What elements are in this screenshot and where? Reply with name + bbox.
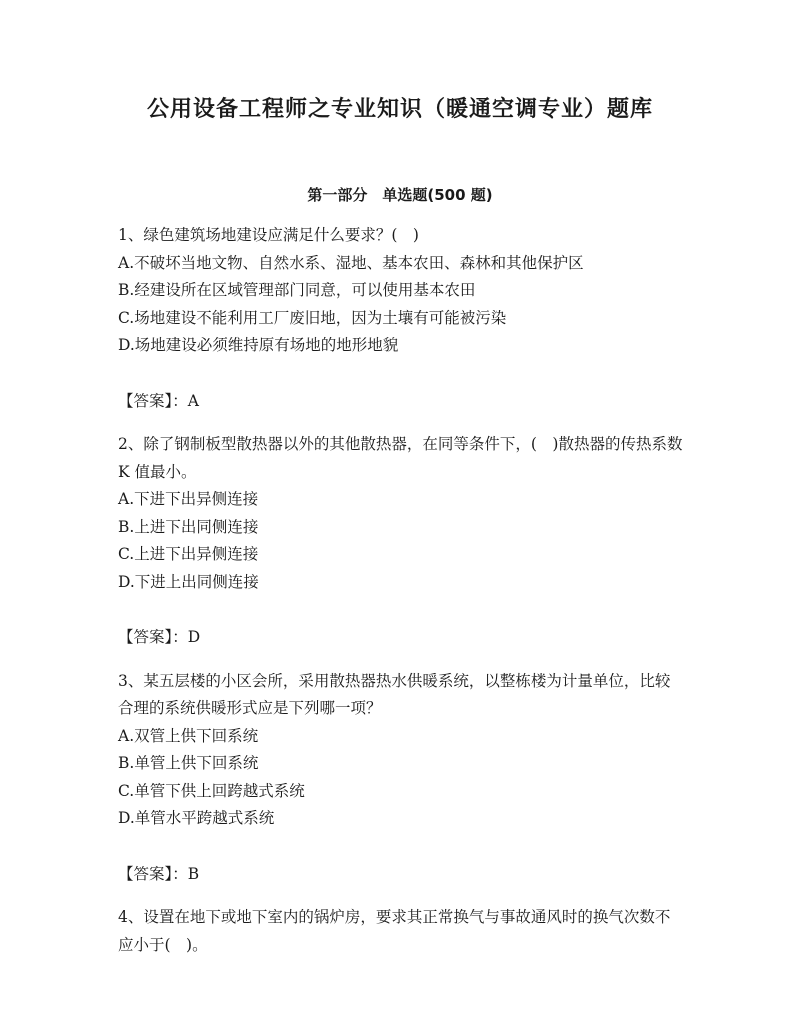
section-title: 第一部分 单选题(500 题): [307, 186, 493, 204]
answer-label: 【答案】：: [118, 391, 188, 410]
page-title: 公用设备工程师之专业知识（暖通空调专业）题库: [146, 97, 653, 122]
answer-line: [118, 861, 684, 889]
question-2: [118, 431, 684, 652]
question-option-b: B.经建设所在区域管理部门同意，可以使用基本农田: [118, 281, 476, 299]
answer-value: B: [187, 864, 200, 883]
question-option-d: D.场地建设必须维持原有场地的地形地貌: [118, 336, 399, 354]
question-stem: 1、绿色建筑场地建设应满足什么要求？( ): [118, 226, 419, 244]
question-option-d: D.单管水平跨越式系统: [118, 809, 275, 827]
question-option-c: C.场地建设不能利用工厂废旧地，因为土壤有可能被污染: [118, 308, 507, 327]
question-option-a: A.下进下出异侧连接: [118, 490, 259, 508]
question-list: [118, 222, 684, 959]
answer-line: [118, 624, 684, 652]
answer-value: A: [187, 391, 199, 410]
question-4: [118, 904, 684, 959]
question-option-a: A.双管上供下回系统: [118, 726, 259, 745]
answer-line: [118, 388, 684, 416]
question-option-a: A.不破坏当地文物、自然水系、湿地、基本农田、森林和其他保护区: [118, 253, 584, 272]
question-option-b: B.上进下出同侧连接: [118, 517, 259, 536]
question-option-b: B.单管上供下回系统: [118, 754, 259, 772]
question-stem: 3、某五层楼的小区会所，采用散热器热水供暖系统，以整栋楼为计量单位，比较合理的系统供暖形式应是下列哪一项？: [118, 671, 671, 717]
question-stem: 4、设置在地下或地下室内的锅炉房，要求其正常换气与事故通风时的换气次数不应小于( )。: [118, 908, 671, 954]
answer-label: 【答案】：: [118, 864, 188, 883]
question-1: [118, 222, 684, 415]
question-stem: 2、除了钢制板型散热器以外的其他散热器，在同等条件下，( )散热器的传热系数 K 值最小。: [118, 435, 683, 481]
question-option-c: C.上进下出异侧连接: [118, 545, 259, 563]
answer-value: D: [187, 628, 201, 646]
question-3: [118, 668, 684, 889]
question-option-c: C.单管下供上回跨越式系统: [118, 781, 305, 800]
answer-label: 【答案】：: [118, 628, 188, 646]
question-option-d: D.下进上出同侧连接: [118, 572, 259, 591]
